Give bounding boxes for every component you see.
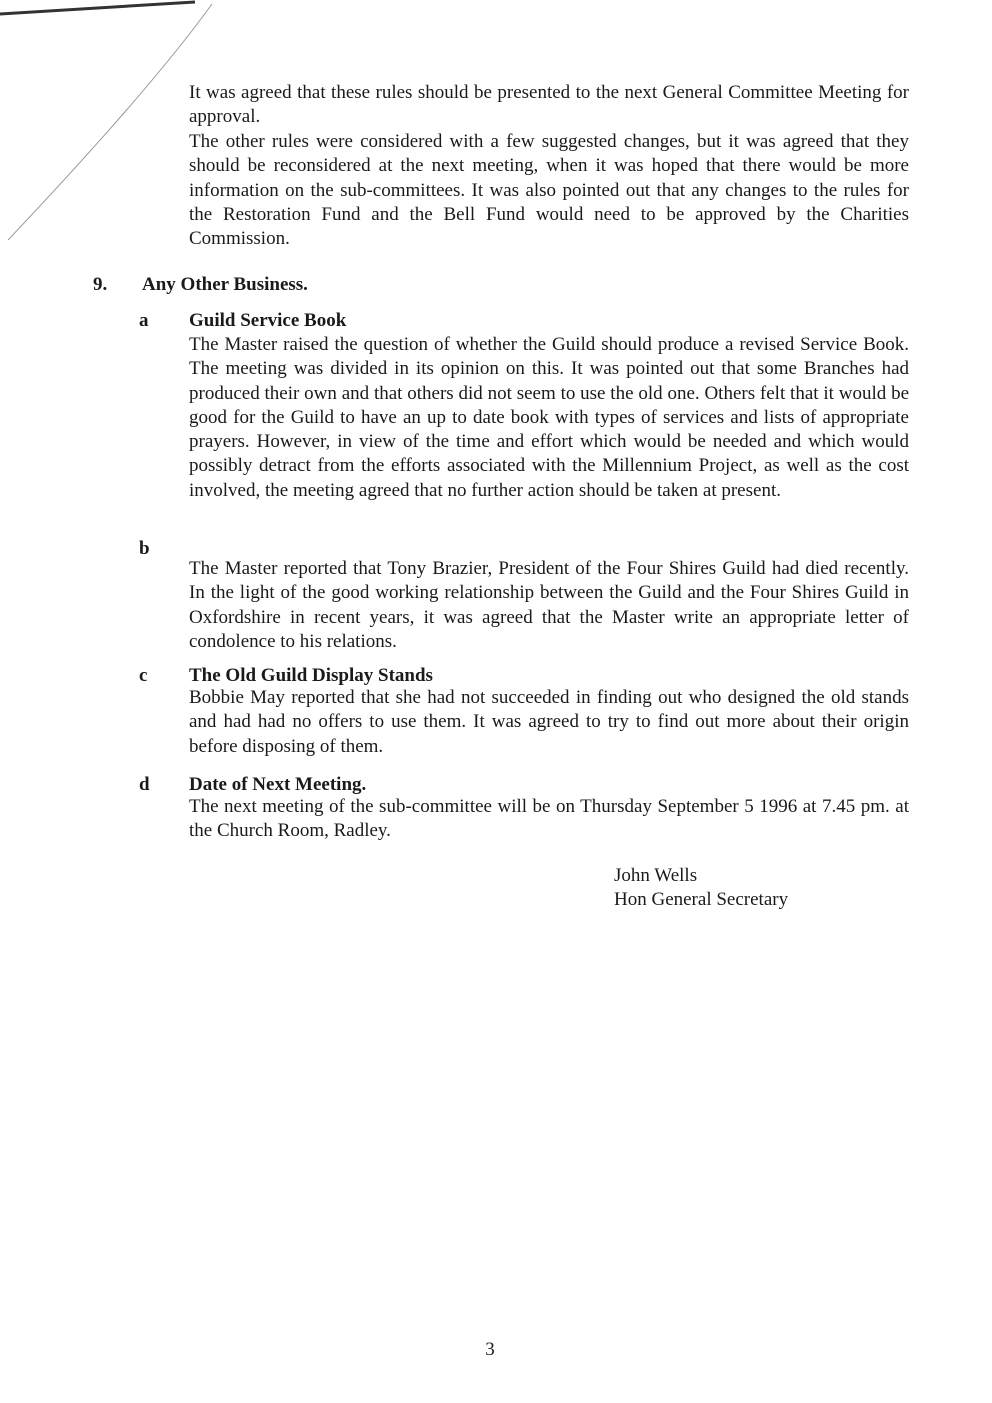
item-letter-c: c — [139, 665, 148, 686]
intro-paragraph-1: It was agreed that these rules should be presented to the next General Committee Meeting for approval. — [189, 82, 909, 128]
item-body-d: The next meeting of the sub-committee will be on Thursday September 5 1996 at 7.45 pm. at the Church Room, Radley. — [189, 796, 909, 842]
section-title: Any Other Business. — [142, 274, 308, 295]
item-body-a: The Master raised the question of whether the Guild should produce a revised Service Book. The meeting was divided in its opinion on this. It was pointed out that some Branches had produced their own and that others did not seem to use the old one. Others felt that it would be good for the Guild to have an up to date book with types of services and lists of appropriate prayers. However, in view of the time and effort which would be needed and which would possibly detract from the efforts associated with the Millennium Project, as well as the cost involved, the meeting agreed that no further action should be taken at present. — [189, 334, 909, 501]
signature-name: John Wells — [614, 865, 698, 886]
signature-block — [614, 864, 788, 912]
item-heading-a: Guild Service Book — [189, 310, 347, 331]
item-heading-d: Date of Next Meeting. — [189, 774, 367, 795]
intro-paragraph-2: The other rules were considered with a few suggested changes, but it was agreed that they should be reconsidered at the next meeting, when it was hoped that there would be more information on the sub-committees. It was also pointed out that any changes to the rules for the Restoration Fund and the Bell Fund would need to be approved by the Charities Commission. — [189, 131, 909, 250]
item-body-b: The Master reported that Tony Brazier, President of the Four Shires Guild had died recently. In the light of the good working relationship between the Guild and the Four Shires Guild in Oxfordshire in recent years, it was agreed that the Master write an appropriate letter of condolence to his relations. — [189, 558, 909, 652]
page-number: 3 — [485, 1339, 495, 1360]
item-body-c: Bobbie May reported that she had not succeeded in finding out who designed the old stands and had had no offers to use them. It was agreed to try to find out more about their origin before disposing of them. — [189, 687, 909, 757]
item-letter-b: b — [139, 538, 150, 559]
item-letter-d: d — [139, 774, 150, 795]
signature-title: Hon General Secretary — [614, 889, 789, 910]
item-letter-a: a — [139, 310, 149, 331]
item-heading-c: The Old Guild Display Stands — [189, 665, 433, 686]
section-number: 9. — [93, 274, 108, 295]
